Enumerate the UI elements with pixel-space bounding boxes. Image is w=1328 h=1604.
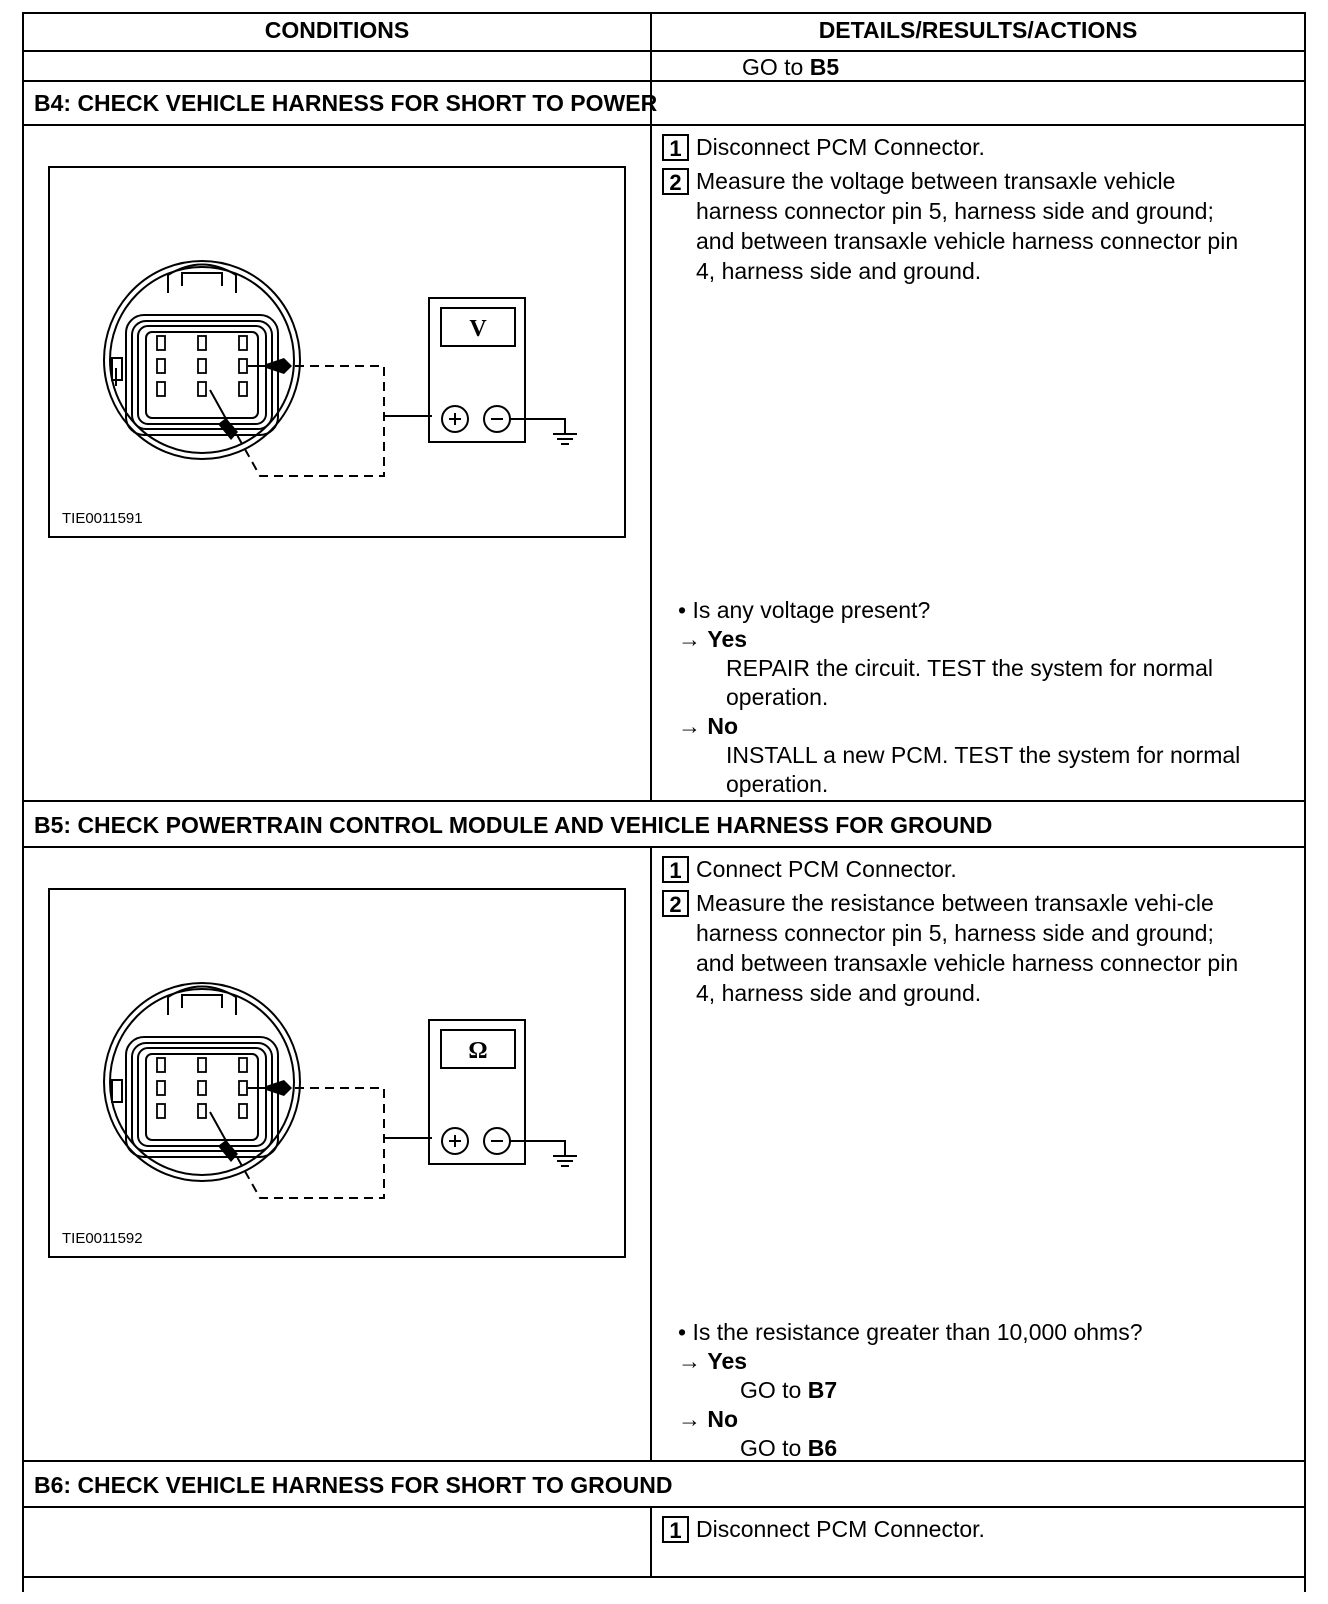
yes-label: Yes (707, 626, 748, 652)
no-goto (740, 1434, 1278, 1463)
pin-block (146, 332, 258, 418)
goto-prefix: GO to (742, 54, 804, 80)
b5-step-2 (662, 888, 1242, 1008)
yes-branch: → Yes (678, 1348, 748, 1374)
goto-target: B5 (809, 54, 840, 80)
details-header: DETAILS/RESULTS/ACTIONS (818, 17, 1138, 43)
goto-target: B7 (807, 1377, 838, 1403)
b6-step-1 (662, 1514, 1242, 1544)
b4-step-1 (662, 132, 1242, 162)
pins (157, 1058, 247, 1118)
b4-title: B4: CHECK VEHICLE HARNESS FOR SHORT TO POWER (34, 90, 658, 116)
result-question: • Is the resistance greater than 10,000 ohms? (678, 1319, 1143, 1345)
row-rule (24, 80, 1304, 82)
connector-voltmeter-diagram (50, 168, 624, 536)
table-bottom-rule (24, 1576, 1304, 1578)
probe-tip-icon (266, 358, 292, 374)
step-text: Measure the resistance between transaxle vehi-cle harness connector pin 5, harness side and ground; and between transaxle vehicle harness connector pin 4, harness side and ground. (696, 890, 1239, 1006)
column-divider (650, 1506, 652, 1576)
yes-label: Yes (707, 1348, 748, 1374)
step-text: Measure the voltage between transaxle vehicle harness connector pin 5, harness side and ground; and between transaxle vehicle harness connector pin 4, harness side and ground. (696, 168, 1239, 284)
no-branch: → No (678, 1406, 739, 1432)
b5-figure (48, 888, 626, 1258)
header-rule (24, 50, 1304, 52)
section-rule (24, 846, 1304, 848)
yes-goto (740, 1376, 1278, 1405)
connector-latch (168, 265, 236, 294)
section-rule (24, 124, 1304, 126)
probe-lead-dashed (232, 1088, 384, 1198)
goto-prefix: GO to (740, 1377, 802, 1403)
no-branch: → No (678, 713, 739, 739)
b6-title: B6: CHECK VEHICLE HARNESS FOR SHORT TO GROUND (34, 1472, 673, 1498)
goto-target: B6 (807, 1435, 838, 1461)
section-rule (24, 800, 1304, 802)
step-number: 2 (662, 168, 689, 195)
section-rule (24, 1506, 1304, 1508)
column-divider (650, 846, 652, 1460)
carryover-goto (742, 52, 839, 82)
b5-step-1 (662, 854, 1242, 884)
probe-tip-icon (266, 1080, 292, 1096)
pins (157, 336, 247, 396)
probe-lead-dashed (232, 366, 384, 476)
yes-branch: → Yes (678, 626, 748, 652)
pin-block (146, 1054, 258, 1140)
figure-label: TIE0011591 (62, 510, 143, 527)
meter-symbol: Ω (468, 1038, 488, 1064)
connector-ohmmeter-diagram (50, 890, 624, 1256)
meter-symbol: V (469, 316, 487, 342)
step-text: Connect PCM Connector. (696, 856, 957, 882)
step-number: 2 (662, 890, 689, 917)
procedure-table (22, 12, 1306, 1592)
b4-result-block (678, 596, 1278, 799)
step-text: Disconnect PCM Connector. (696, 1516, 985, 1542)
no-label: No (707, 1406, 739, 1432)
no-action: INSTALL a new PCM. TEST the system for normal operation. (726, 742, 1241, 797)
step-number: 1 (662, 856, 689, 883)
step-text: Disconnect PCM Connector. (696, 134, 985, 160)
b5-result-block (678, 1318, 1278, 1463)
column-divider (650, 124, 652, 800)
b4-figure (48, 166, 626, 538)
b4-step-2 (662, 166, 1242, 286)
step-number: 1 (662, 134, 689, 161)
goto-prefix: GO to (740, 1435, 802, 1461)
conditions-header: CONDITIONS (264, 17, 410, 43)
step-number: 1 (662, 1516, 689, 1543)
b5-title: B5: CHECK POWERTRAIN CONTROL MODULE AND VEHICLE HARNESS FOR GROUND (34, 812, 993, 838)
figure-label: TIE0011592 (62, 1230, 143, 1247)
connector-latch (168, 987, 236, 1016)
no-label: No (707, 713, 739, 739)
result-question: • Is any voltage present? (678, 597, 931, 623)
yes-action: REPAIR the circuit. TEST the system for normal operation. (726, 655, 1213, 710)
